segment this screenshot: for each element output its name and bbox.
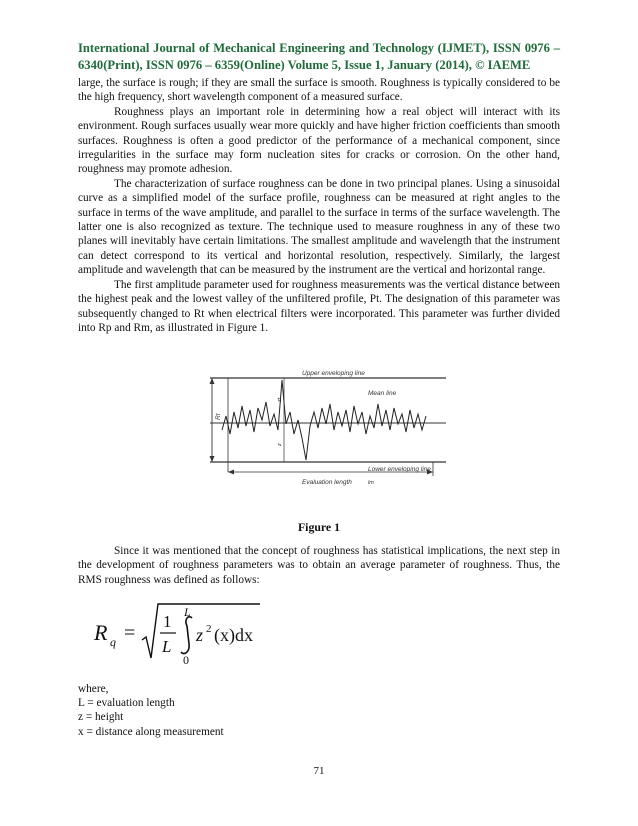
definition-x: x = distance along measurement: [78, 725, 224, 738]
mean-line-label: Mean line: [368, 390, 397, 397]
lm-label: lm: [368, 480, 374, 486]
formula-lhs: R: [94, 620, 108, 645]
integral-sign: [181, 617, 192, 654]
paragraph-5: Since it was mentioned that the concept of roughness has statistical implications, the next step in the development of roughness parameters was to obtain an average parameter of roughness. Thus, the RMS roughness was defined as follows:: [78, 545, 560, 586]
formula-rest: (x)dx: [214, 625, 253, 645]
paragraph-4: The first amplitude parameter used for roughness measurements was the vertical distance between the highest peak and the lowest valley of the unfiltered profile, Pt. The designation of this parameter was subsequently changed to Rt when electrical filters were incorporated. This parameter was further divided into Rp and Rm, as illustrated in Figure 1.: [78, 278, 560, 334]
definition-L: L = evaluation length: [78, 697, 175, 710]
figure-caption: Figure 1: [297, 520, 341, 534]
definitions-list: [78, 682, 478, 739]
page-number: 71: [313, 765, 325, 777]
z-upper-label: zt: [277, 397, 283, 402]
formula-upper-limit: L: [184, 605, 191, 619]
upper-enveloping-label: Upper enveloping line: [302, 370, 365, 377]
lower-enveloping-label: Lower enveloping line: [368, 466, 431, 473]
paragraph-3: The characterization of surface roughness can be done in two principal planes. Using a sinusoidal curve as a simplified model of the surface profile, roughness can be measured at right angles to the surface in terms of the wave amplitude, and parallel to the surface in terms of the surface wavelength. The latter one is also recognized as texture. The technique used to measure roughness in any of these two planes will inevitably have certain limitations. The smallest amplitude and wavelength that the instrument can detect correspond to its vertical and horizontal resolution, respectively. Similarly, the largest amplitude and wavelength that can be measured by the instrument are the vertical and horizontal range.: [78, 177, 560, 277]
z-lower-label: z: [277, 443, 283, 446]
evaluation-length-label: Evaluation length: [302, 479, 352, 486]
paragraph-2: Roughness plays an important role in determining how a real object will interact with its environment. Rough surfaces usually wear more quickly and have higher friction coefficients than smooth surfaces. Roughness is often a good predictor of the performance of a mechanical component, since irregularities in the surface may form nucleation sites for cracks or corrosion. On the other hand, roughness may promote adhesion.: [78, 105, 560, 176]
body-text-after: [78, 544, 560, 587]
paragraph-1: large, the surface is rough; if they are small the surface is smooth. Roughness is typically considered to be the high frequency, short wavelength component of a measured surface.: [78, 77, 560, 104]
formula-denominator: L: [162, 637, 172, 656]
formula-lower-limit: 0: [183, 653, 189, 666]
formula-lhs-sub: q: [110, 635, 116, 649]
roughness-profile-figure: [198, 368, 458, 498]
definition-where: where,: [78, 683, 109, 695]
formula-equals: =: [124, 622, 136, 644]
journal-header: International Journal of Mechanical Engineering and Technology (IJMET), ISSN 0976 – 6340(Print), ISSN 0976 – 6359(Online) Volume 5, Issue 1, January (2014), © IAEME: [78, 41, 560, 72]
formula-numerator: 1: [163, 612, 172, 631]
rms-roughness-formula: [88, 600, 288, 666]
formula-integrand: z: [196, 625, 204, 645]
rt-label: Rt: [215, 413, 222, 420]
body-text: [78, 76, 560, 335]
definition-z: z = height: [78, 711, 124, 724]
formula-power: 2: [206, 623, 212, 635]
